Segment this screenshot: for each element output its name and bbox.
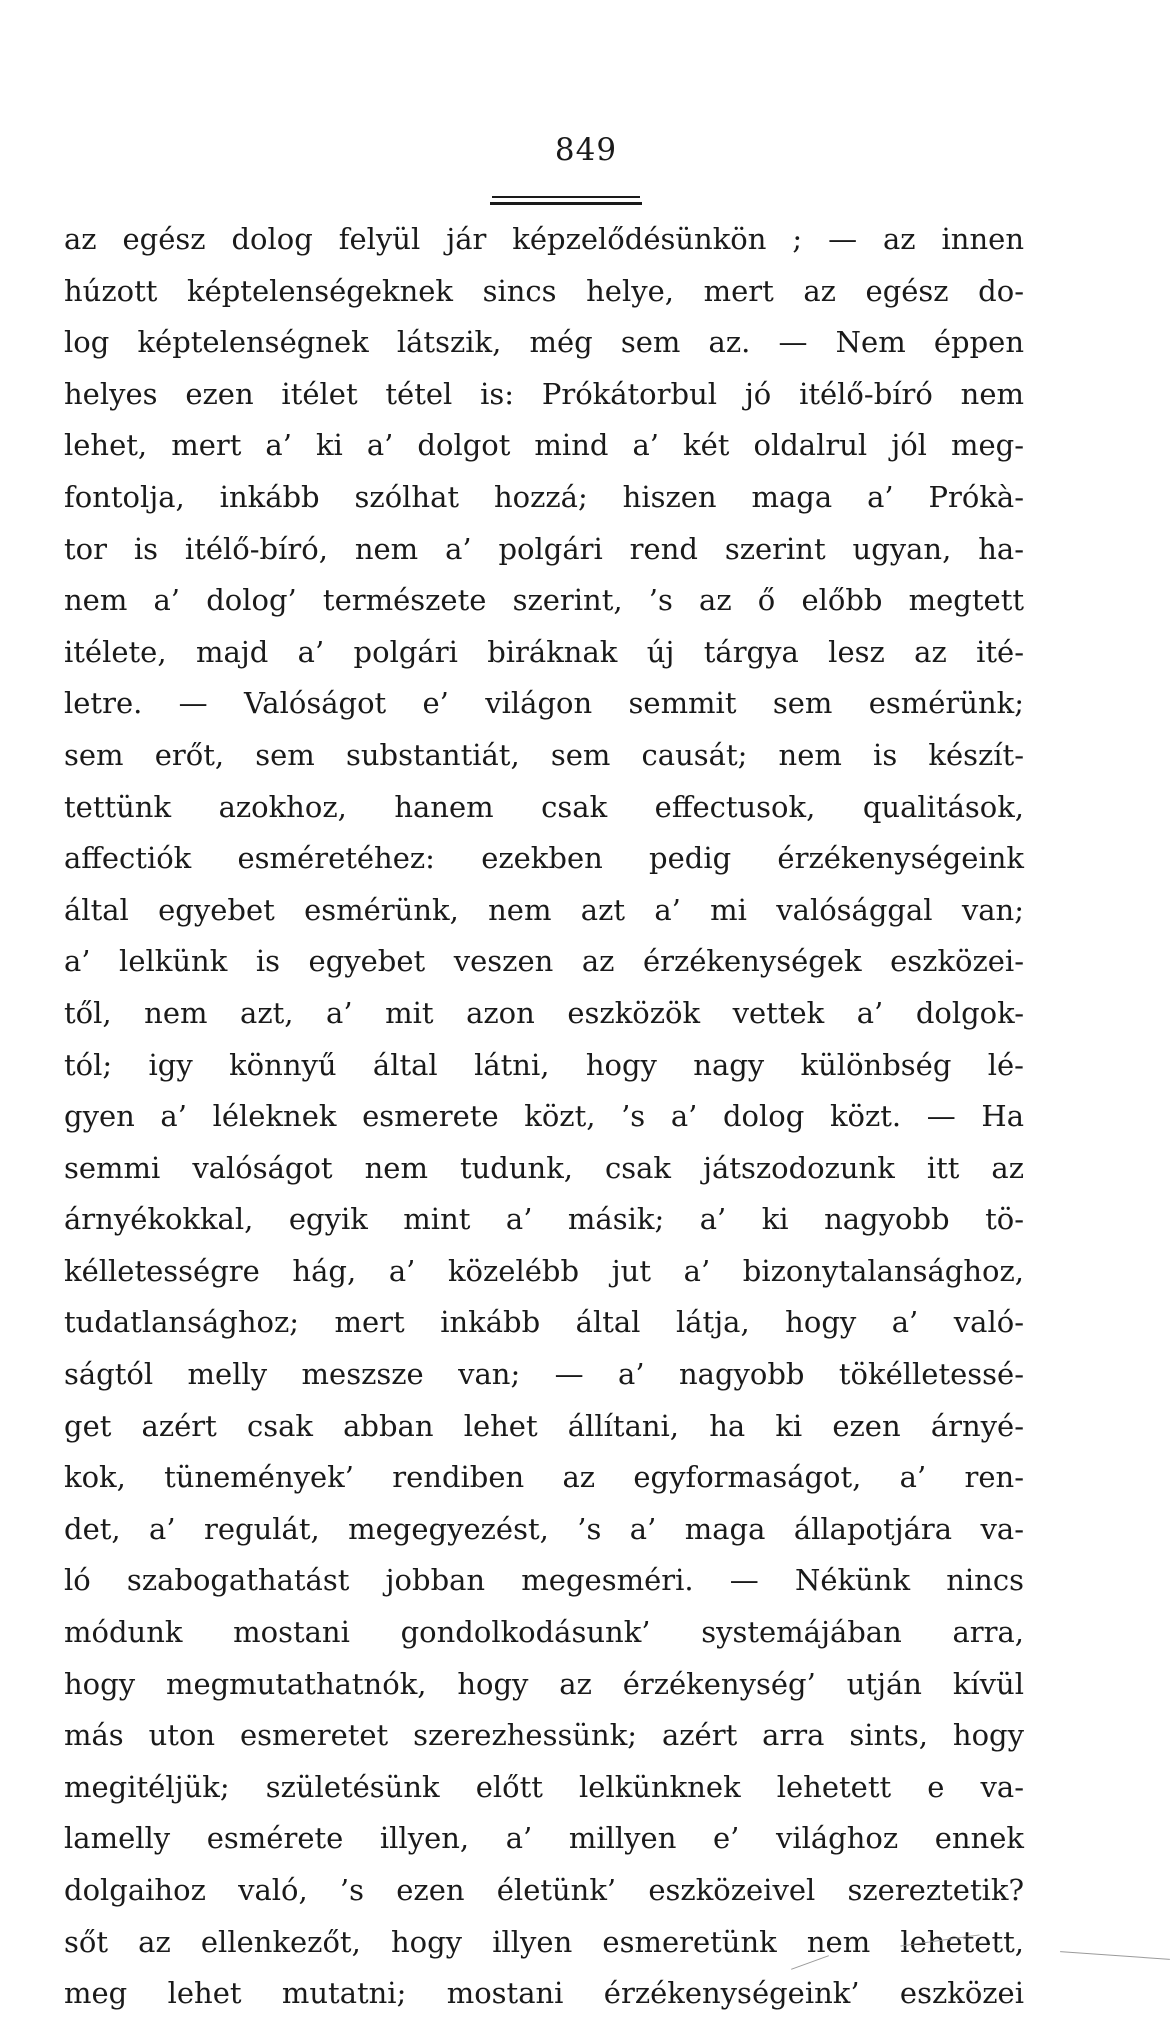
text-line: gyen a’ léleknek esmerete közt, ’s a’ dolog közt. — Ha [64, 1099, 1024, 1134]
text-line: ságtól melly meszsze van; — a’ nagyobb tökélletessé- [64, 1357, 1024, 1392]
text-line: lamelly esmérete illyen, a’ millyen e’ világhoz ennek [64, 1821, 1024, 1856]
text-line: helyes ezen itélet tétel is: Prókátorbul jó itélő-bíró nem [64, 376, 1024, 411]
header-rule-thin [492, 196, 640, 198]
text-line: más uton esmeretet szerezhessünk; azért arra sints, hogy [64, 1718, 1024, 1753]
text-line: a’ lelkünk is egyebet veszen az érzékenységek eszközei- [64, 944, 1024, 979]
text-line: kok, tünemények’ rendiben az egyformaságot, a’ ren- [64, 1460, 1024, 1495]
text-line: tól; igy könnyű által látni, hogy nagy különbség lé- [64, 1047, 1024, 1082]
text-line: hogy megmutathatnók, hogy az érzékenység’ utján kívül [64, 1666, 1024, 1701]
text-line: sőt az ellenkezőt, hogy illyen esmeretünk nem lehetett, [64, 1924, 1024, 1959]
text-line: megitéljük; születésünk előtt lelkünknek lehetett e va- [64, 1769, 1024, 1804]
text-line: től, nem azt, a’ mit azon eszközök vettek a’ dolgok- [64, 995, 1024, 1030]
page-number: 849 [554, 132, 618, 168]
text-line: nem a’ dolog’ természete szerint, ’s az ő előbb megtett [64, 583, 1024, 618]
text-line: fontolja, inkább szólhat hozzá; hiszen maga a’ Prókà- [64, 479, 1024, 514]
text-line: det, a’ regulát, megegyezést, ’s a’ maga állapotjára va- [64, 1511, 1024, 1546]
text-line: által egyebet esmérünk, nem azt a’ mi valósággal van; [64, 892, 1024, 927]
text-line: tudatlansághoz; mert inkább által látja, hogy a’ való- [64, 1305, 1024, 1340]
text-line: kélletességre hág, a’ közelébb jut a’ bizonytalansághoz, [64, 1253, 1024, 1288]
text-line: tettünk azokhoz, hanem csak effectusok, qualitások, [64, 789, 1024, 824]
text-line: árnyékokkal, egyik mint a’ másik; a’ ki nagyobb tö- [64, 1202, 1024, 1237]
text-line: módunk mostani gondolkodásunk’ systemájában arra, [64, 1615, 1024, 1650]
text-line: semmi valóságot nem tudunk, csak játszodozunk itt az [64, 1150, 1024, 1185]
text-line: tor is itélő-bíró, nem a’ polgári rend szerint ugyan, ha- [64, 531, 1024, 566]
print-smudge [1060, 1951, 1170, 1960]
body-text [64, 214, 1024, 2020]
text-line: meg lehet mutatni; mostani érzékenységeink’ eszközei [64, 1976, 1024, 2011]
text-line: get azért csak abban lehet állítani, ha ki ezen árnyé- [64, 1408, 1024, 1443]
text-line: az egész dolog felyül jár képzelődésünkön ; — az innen [64, 222, 1024, 256]
header-rule-thick [490, 202, 642, 205]
text-line: húzott képtelenségeknek sincs helye, mert az egész do- [64, 273, 1024, 308]
text-line: dolgaihoz való, ’s ezen életünk’ eszközeivel szereztetik? [64, 1873, 1024, 1907]
text-line: sem erőt, sem substantiát, sem causát; nem is készít- [64, 737, 1024, 772]
text-line: itélete, majd a’ polgári biráknak új tárgya lesz az ité- [64, 634, 1024, 669]
text-line: log képtelenségnek látszik, még sem az. — Nem éppen [64, 325, 1024, 360]
text-line: lehet, mert a’ ki a’ dolgot mind a’ két oldalrul jól meg- [64, 428, 1024, 463]
text-line: letre. — Valóságot e’ világon semmit sem esmérünk; [64, 686, 1024, 721]
text-line: affectiók esméretéhez: ezekben pedig érzékenységeink [64, 841, 1024, 876]
text-line: ló szabogathatást jobban megesméri. — Nékünk nincs [64, 1563, 1024, 1598]
